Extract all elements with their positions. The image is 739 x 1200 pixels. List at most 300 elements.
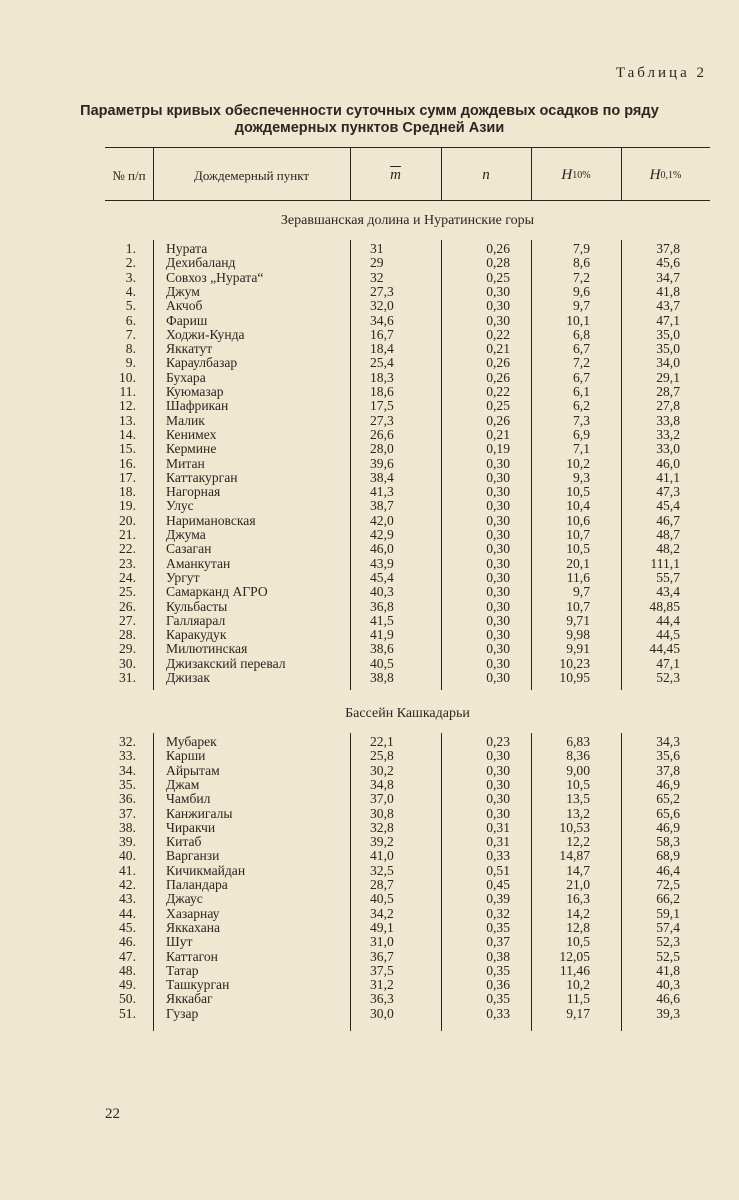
h-0-1-percent: 46,9 xyxy=(656,819,680,835)
station-name: Нагорная xyxy=(166,484,221,500)
h-10-percent: 10,7 xyxy=(566,598,590,614)
h-0-1-percent: 44,5 xyxy=(656,627,680,643)
h-0-1-percent: 46,0 xyxy=(656,455,680,471)
coefficient-n: 0,30 xyxy=(486,455,510,471)
h-10-percent: 6,7 xyxy=(573,341,590,357)
h-0-1-percent: 44,4 xyxy=(656,612,680,628)
coefficient-n: 0,37 xyxy=(486,934,510,950)
table-label: Таблица 2 xyxy=(615,65,707,81)
mean-value: 30,8 xyxy=(370,805,394,821)
section-title-zeravshan: Зеравшанская долина и Нуратинские горы xyxy=(280,213,535,228)
coefficient-n: 0,30 xyxy=(486,748,510,764)
mean-value: 32 xyxy=(370,269,384,285)
row-number: 18. xyxy=(119,484,136,500)
mean-value: 34,8 xyxy=(370,776,394,792)
mean-value: 38,6 xyxy=(370,641,394,657)
h-10-percent: 10,1 xyxy=(566,312,590,328)
row-number: 16. xyxy=(119,455,136,471)
header-number-text: № п/п xyxy=(112,167,146,183)
h-10-percent: 13,5 xyxy=(566,791,590,807)
coefficient-n: 0,30 xyxy=(486,283,510,299)
row-number: 12. xyxy=(119,398,136,414)
h-0-1-percent: 48,85 xyxy=(649,598,680,614)
table-row xyxy=(0,978,739,992)
table-row xyxy=(0,471,739,485)
mean-value: 42,0 xyxy=(370,512,394,528)
h-0-1-percent: 72,5 xyxy=(656,877,680,892)
header-mean xyxy=(350,155,441,195)
row-number: 44. xyxy=(119,905,136,921)
table-row xyxy=(0,256,739,270)
h-10-percent: 8,6 xyxy=(573,255,590,271)
coefficient-n: 0,30 xyxy=(486,298,510,314)
row-number: 7. xyxy=(125,326,136,342)
coefficient-n: 0,19 xyxy=(486,441,510,457)
coefficient-n: 0,21 xyxy=(486,341,510,357)
h-10-percent: 7,3 xyxy=(573,412,590,428)
row-number: 43. xyxy=(119,891,136,907)
h-10-percent: 7,9 xyxy=(573,241,590,256)
h-10-percent: 14,87 xyxy=(559,848,590,864)
header-h01-sub: 0,1% xyxy=(660,169,682,181)
station-name: Айрытам xyxy=(166,762,220,778)
mean-value: 41,9 xyxy=(370,627,394,643)
row-number: 28. xyxy=(119,627,136,643)
row-number: 41. xyxy=(119,862,136,878)
header-n-text: n xyxy=(482,166,490,183)
coefficient-n: 0,32 xyxy=(486,905,510,921)
h-0-1-percent: 52,3 xyxy=(656,934,680,950)
h-0-1-percent: 41,8 xyxy=(656,283,680,299)
h-0-1-percent: 48,2 xyxy=(656,541,680,557)
coefficient-n: 0,33 xyxy=(486,1005,510,1021)
mean-value: 36,3 xyxy=(370,991,394,1007)
station-name: Кермине xyxy=(166,441,217,457)
station-name: Улус xyxy=(166,498,194,514)
row-number: 45. xyxy=(119,919,136,935)
h-0-1-percent: 44,45 xyxy=(649,641,680,657)
h-0-1-percent: 35,6 xyxy=(656,748,680,764)
station-name: Аманкутан xyxy=(166,555,231,571)
table-row xyxy=(0,571,739,585)
mean-value: 25,4 xyxy=(370,355,394,371)
mean-value: 38,7 xyxy=(370,498,394,514)
h-10-percent: 6,2 xyxy=(573,398,590,414)
table-row xyxy=(0,628,739,642)
h-10-percent: 14,7 xyxy=(566,862,590,878)
h-0-1-percent: 43,4 xyxy=(656,584,680,600)
table-row xyxy=(0,907,739,921)
h-0-1-percent: 28,7 xyxy=(656,384,680,399)
station-name: Шут xyxy=(166,934,193,950)
row-number: 32. xyxy=(119,734,136,749)
row-number: 1. xyxy=(125,241,136,256)
mean-value: 31,0 xyxy=(370,934,394,950)
h-10-percent: 7,2 xyxy=(573,355,590,371)
h-0-1-percent: 34,3 xyxy=(656,734,680,749)
coefficient-n: 0,22 xyxy=(486,326,510,342)
station-name: Джизакский перевал xyxy=(166,655,286,671)
table-row xyxy=(0,671,739,685)
h-0-1-percent: 41,1 xyxy=(656,469,680,485)
coefficient-n: 0,30 xyxy=(486,569,510,585)
h-0-1-percent: 40,3 xyxy=(656,977,680,993)
coefficient-n: 0,31 xyxy=(486,819,510,835)
h-10-percent: 6,7 xyxy=(573,369,590,385)
row-number: 38. xyxy=(119,819,136,835)
row-number: 5. xyxy=(125,298,136,314)
mean-value: 49,1 xyxy=(370,919,394,935)
table-row xyxy=(0,542,739,556)
h-10-percent: 10,2 xyxy=(566,455,590,471)
row-number: 39. xyxy=(119,834,136,850)
row-number: 20. xyxy=(119,512,136,528)
h-0-1-percent: 111,1 xyxy=(650,555,680,571)
table-row xyxy=(0,428,739,442)
header-h10 xyxy=(531,155,621,195)
h-0-1-percent: 41,8 xyxy=(656,962,680,978)
h-0-1-percent: 39,3 xyxy=(656,1005,680,1021)
station-name: Джума xyxy=(166,527,206,542)
station-name: Караулбазар xyxy=(166,355,238,371)
coefficient-n: 0,30 xyxy=(486,312,510,328)
row-number: 50. xyxy=(119,991,136,1007)
mean-value: 31,2 xyxy=(370,977,394,993)
row-number: 13. xyxy=(119,412,136,428)
table-row xyxy=(0,764,739,778)
header-h01-text: H xyxy=(649,166,661,183)
h-10-percent: 9,17 xyxy=(566,1005,590,1021)
header-n xyxy=(441,155,531,195)
coefficient-n: 0,26 xyxy=(486,412,510,428)
station-name: Митан xyxy=(166,455,205,471)
header-point-text: Дождемерный пункт xyxy=(193,167,310,183)
station-name: Фариш xyxy=(166,312,208,328)
station-name: Карши xyxy=(166,748,206,764)
row-number: 42. xyxy=(119,877,136,892)
station-name: Кичикмайдан xyxy=(166,862,246,878)
coefficient-n: 0,30 xyxy=(486,527,510,542)
mean-value: 28,7 xyxy=(370,877,394,892)
coefficient-n: 0,22 xyxy=(486,384,510,399)
table-row xyxy=(0,328,739,342)
station-name: Ходжи-Кунда xyxy=(166,326,245,342)
coefficient-n: 0,25 xyxy=(486,398,510,414)
h-10-percent: 11,6 xyxy=(566,569,590,585)
mean-value: 30,0 xyxy=(370,1005,394,1021)
h-10-percent: 6,83 xyxy=(566,734,590,749)
table-row xyxy=(0,807,739,821)
table-row xyxy=(0,557,739,571)
h-10-percent: 9,71 xyxy=(566,612,590,628)
h-10-percent: 10,6 xyxy=(566,512,590,528)
coefficient-n: 0,28 xyxy=(486,255,510,271)
header-h10-text: H xyxy=(561,166,573,183)
h-10-percent: 11,46 xyxy=(559,962,590,978)
mean-value: 27,3 xyxy=(370,412,394,428)
mean-value: 29 xyxy=(370,255,384,271)
mean-value: 31 xyxy=(370,241,384,256)
h-10-percent: 6,8 xyxy=(573,326,590,342)
station-name: Кенимех xyxy=(166,426,217,442)
mean-value: 39,6 xyxy=(370,455,394,471)
h-10-percent: 10,5 xyxy=(566,484,590,500)
table-row xyxy=(0,964,739,978)
h-10-percent: 10,2 xyxy=(566,977,590,993)
row-number: 9. xyxy=(125,355,136,371)
row-number: 24. xyxy=(119,569,136,585)
mean-value: 17,5 xyxy=(370,398,394,414)
h-10-percent: 7,2 xyxy=(573,269,590,285)
section-title-kashkadarya: Бассейн Кашкадарьи xyxy=(345,706,470,721)
row-number: 49. xyxy=(119,977,136,993)
h-0-1-percent: 47,3 xyxy=(656,484,680,500)
table-row xyxy=(0,864,739,878)
table-caption xyxy=(0,103,739,137)
table-row xyxy=(0,314,739,328)
coefficient-n: 0,33 xyxy=(486,848,510,864)
row-number: 33. xyxy=(119,748,136,764)
table-row xyxy=(0,821,739,835)
row-number: 37. xyxy=(119,805,136,821)
station-name: Совхоз „Нурата“ xyxy=(166,269,264,285)
h-10-percent: 12,05 xyxy=(559,948,590,964)
mean-value: 18,6 xyxy=(370,384,394,399)
coefficient-n: 0,45 xyxy=(486,877,510,892)
station-name: Кульбасты xyxy=(166,598,228,614)
coefficient-n: 0,30 xyxy=(486,555,510,571)
header-h10-sub: 10% xyxy=(572,169,591,181)
row-number: 40. xyxy=(119,848,136,864)
header-number xyxy=(105,155,153,195)
h-10-percent: 6,9 xyxy=(573,426,590,442)
station-name: Яккатут xyxy=(166,341,213,357)
table-top-rule xyxy=(105,147,710,148)
table-row xyxy=(0,992,739,1006)
mean-value: 22,1 xyxy=(370,734,394,749)
h-10-percent: 10,7 xyxy=(566,527,590,542)
row-number: 17. xyxy=(119,469,136,485)
table-row xyxy=(0,485,739,499)
h-0-1-percent: 45,4 xyxy=(656,498,680,514)
coefficient-n: 0,30 xyxy=(486,627,510,643)
h-10-percent: 9,3 xyxy=(573,469,590,485)
table-row xyxy=(0,657,739,671)
station-name: Галляарал xyxy=(166,612,226,628)
table-row xyxy=(0,442,739,456)
table-row xyxy=(0,242,739,256)
header-mean-text: $\overline{m}$ xyxy=(390,166,401,183)
station-name: Каттагон xyxy=(166,948,218,964)
station-name: Канжигалы xyxy=(166,805,233,821)
mean-value: 30,2 xyxy=(370,762,394,778)
h-0-1-percent: 66,2 xyxy=(656,891,680,907)
h-10-percent: 8,36 xyxy=(566,748,590,764)
table-row xyxy=(0,878,739,892)
station-name: Каракудук xyxy=(166,627,227,643)
mean-value: 28,0 xyxy=(370,441,394,457)
h-10-percent: 9,7 xyxy=(573,584,590,600)
h-0-1-percent: 68,9 xyxy=(656,848,680,864)
coefficient-n: 0,25 xyxy=(486,269,510,285)
h-0-1-percent: 65,2 xyxy=(656,791,680,807)
row-number: 23. xyxy=(119,555,136,571)
station-name: Хазарнау xyxy=(166,905,220,921)
table-row xyxy=(0,499,739,513)
mean-value: 26,6 xyxy=(370,426,394,442)
h-10-percent: 10,5 xyxy=(566,776,590,792)
h-0-1-percent: 52,5 xyxy=(656,948,680,964)
h-0-1-percent: 46,7 xyxy=(656,512,680,528)
row-number: 51. xyxy=(119,1005,136,1021)
table-row xyxy=(0,849,739,863)
coefficient-n: 0,30 xyxy=(486,791,510,807)
h-0-1-percent: 47,1 xyxy=(656,312,680,328)
h-10-percent: 7,1 xyxy=(573,441,590,457)
row-number: 29. xyxy=(119,641,136,657)
table-row xyxy=(0,399,739,413)
station-name: Татар xyxy=(166,962,199,978)
table-header-rule xyxy=(105,200,710,201)
table-row xyxy=(0,1007,739,1021)
station-name: Чиракчи xyxy=(166,819,216,835)
h-10-percent: 14,2 xyxy=(566,905,590,921)
coefficient-n: 0,30 xyxy=(486,469,510,485)
table-row xyxy=(0,600,739,614)
station-name: Китаб xyxy=(166,834,202,850)
table-row xyxy=(0,935,739,949)
caption-line-2: дождемерных пунктов Средней Азии xyxy=(234,120,505,136)
h-10-percent: 20,1 xyxy=(566,555,590,571)
station-name: Джам xyxy=(166,776,200,792)
station-name: Джизак xyxy=(166,670,210,685)
mean-value: 40,5 xyxy=(370,891,394,907)
caption-line-1: Параметры кривых обеспеченности суточных сумм дождевых осадков по ряду xyxy=(80,103,659,119)
h-0-1-percent: 48,7 xyxy=(656,527,680,542)
table-row xyxy=(0,892,739,906)
h-0-1-percent: 46,9 xyxy=(656,776,680,792)
h-10-percent: 6,1 xyxy=(573,384,590,399)
mean-value: 32,0 xyxy=(370,298,394,314)
table-row xyxy=(0,414,739,428)
coefficient-n: 0,35 xyxy=(486,991,510,1007)
mean-value: 41,5 xyxy=(370,612,394,628)
h-0-1-percent: 46,6 xyxy=(656,991,680,1007)
row-number: 14. xyxy=(119,426,136,442)
coefficient-n: 0,30 xyxy=(486,512,510,528)
coefficient-n: 0,38 xyxy=(486,948,510,964)
row-number: 10. xyxy=(119,369,136,385)
coefficient-n: 0,30 xyxy=(486,484,510,500)
station-name: Ташкурган xyxy=(166,977,230,993)
station-name: Яккахана xyxy=(166,919,221,935)
h-0-1-percent: 65,6 xyxy=(656,805,680,821)
row-number: 25. xyxy=(119,584,136,600)
mean-value: 42,9 xyxy=(370,527,394,542)
coefficient-n: 0,30 xyxy=(486,655,510,671)
h-0-1-percent: 33,0 xyxy=(656,441,680,457)
mean-value: 34,2 xyxy=(370,905,394,921)
h-0-1-percent: 45,6 xyxy=(656,255,680,271)
h-0-1-percent: 34,7 xyxy=(656,269,680,285)
table-row xyxy=(0,528,739,542)
row-number: 21. xyxy=(119,527,136,542)
mean-value: 37,5 xyxy=(370,962,394,978)
h-10-percent: 10,5 xyxy=(566,934,590,950)
mean-value: 38,8 xyxy=(370,670,394,685)
mean-value: 18,4 xyxy=(370,341,394,357)
row-number: 19. xyxy=(119,498,136,514)
table-row xyxy=(0,792,739,806)
row-number: 46. xyxy=(119,934,136,950)
coefficient-n: 0,35 xyxy=(486,962,510,978)
h-10-percent: 10,95 xyxy=(559,670,590,685)
row-number: 15. xyxy=(119,441,136,457)
h-0-1-percent: 29,1 xyxy=(656,369,680,385)
station-name: Малик xyxy=(166,412,205,428)
coefficient-n: 0,26 xyxy=(486,241,510,256)
h-10-percent: 10,4 xyxy=(566,498,590,514)
h-0-1-percent: 35,0 xyxy=(656,341,680,357)
row-number: 2. xyxy=(125,255,136,271)
h-10-percent: 16,3 xyxy=(566,891,590,907)
table-row xyxy=(0,642,739,656)
coefficient-n: 0,30 xyxy=(486,805,510,821)
station-name: Ургут xyxy=(166,569,200,585)
station-name: Каттакурган xyxy=(166,469,238,485)
mean-value: 46,0 xyxy=(370,541,394,557)
row-number: 34. xyxy=(119,762,136,778)
h-0-1-percent: 55,7 xyxy=(656,569,680,585)
h-10-percent: 9,98 xyxy=(566,627,590,643)
h-10-percent: 11,5 xyxy=(566,991,590,1007)
coefficient-n: 0,39 xyxy=(486,891,510,907)
table-row xyxy=(0,735,739,749)
coefficient-n: 0,30 xyxy=(486,762,510,778)
h-0-1-percent: 37,8 xyxy=(656,762,680,778)
h-0-1-percent: 43,7 xyxy=(656,298,680,314)
mean-value: 27,3 xyxy=(370,283,394,299)
h-10-percent: 12,8 xyxy=(566,919,590,935)
coefficient-n: 0,30 xyxy=(486,670,510,685)
mean-value: 41,0 xyxy=(370,848,394,864)
h-10-percent: 9,7 xyxy=(573,298,590,314)
row-number: 31. xyxy=(119,670,136,685)
mean-value: 16,7 xyxy=(370,326,394,342)
station-name: Яккабаг xyxy=(166,991,213,1007)
h-10-percent: 9,00 xyxy=(566,762,590,778)
mean-value: 39,2 xyxy=(370,834,394,850)
mean-value: 45,4 xyxy=(370,569,394,585)
h-0-1-percent: 59,1 xyxy=(656,905,680,921)
coefficient-n: 0,35 xyxy=(486,919,510,935)
station-name: Паландара xyxy=(166,877,228,892)
mean-value: 18,3 xyxy=(370,369,394,385)
coefficient-n: 0,30 xyxy=(486,641,510,657)
mean-value: 32,5 xyxy=(370,862,394,878)
coefficient-n: 0,30 xyxy=(486,498,510,514)
h-0-1-percent: 46,4 xyxy=(656,862,680,878)
mean-value: 36,7 xyxy=(370,948,394,964)
table-row xyxy=(0,271,739,285)
mean-value: 41,3 xyxy=(370,484,394,500)
table-row xyxy=(0,921,739,935)
h-0-1-percent: 47,1 xyxy=(656,655,680,671)
station-name: Куюмазар xyxy=(166,384,224,399)
row-number: 22. xyxy=(119,541,136,557)
station-name: Гузар xyxy=(166,1005,199,1021)
table-row xyxy=(0,285,739,299)
